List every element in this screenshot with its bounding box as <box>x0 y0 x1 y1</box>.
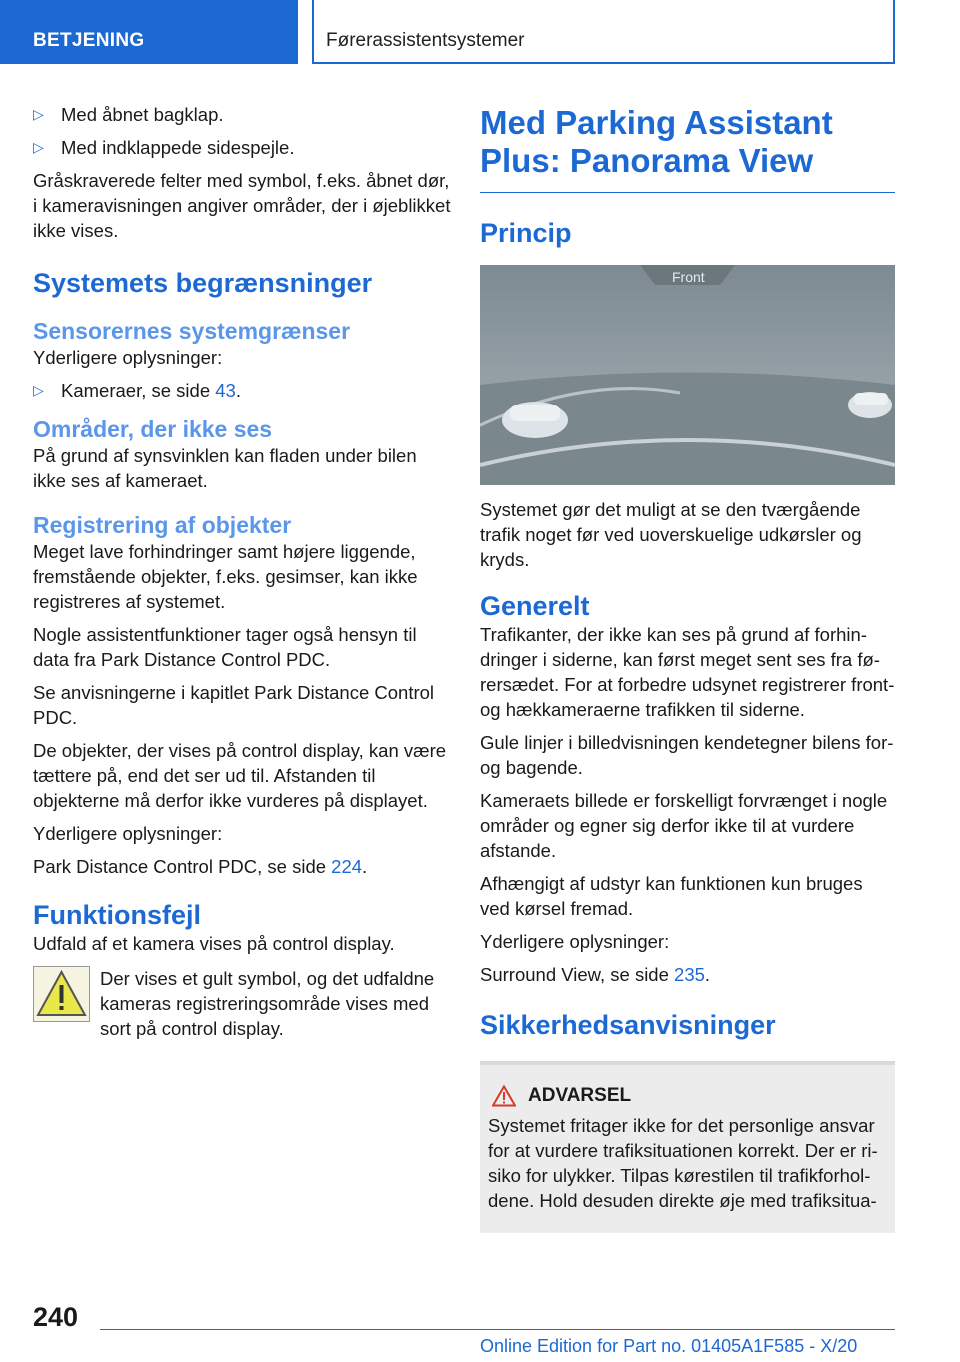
left-column <box>33 100 451 1041</box>
page-number: 240 <box>33 1302 79 1332</box>
triangle-bullet-icon: ▷ <box>33 139 44 155</box>
list-item: ▷ Med åbnet bagklap. <box>33 104 224 125</box>
header-chapter-tab <box>312 0 895 64</box>
paragraph: Afhængigt af udstyr kan funktionen kun bruges ved kørsel fremad. <box>480 873 863 919</box>
paragraph: Surround View, se side 235. <box>480 964 711 985</box>
warning-title: ADVARSEL <box>528 1085 632 1106</box>
header-section-label: BETJENING <box>33 30 145 51</box>
heading-general: Generelt <box>480 591 590 621</box>
car-left-icon <box>502 402 568 438</box>
list-item: ▷ Kameraer, se side 43. <box>33 380 241 401</box>
panorama-view-image <box>480 265 895 485</box>
paragraph: Gule linjer i billedvisningen kendetegner bilens for- og bagende. <box>480 732 894 778</box>
triangle-bullet-icon: ▷ <box>33 106 44 122</box>
header-section-tab <box>0 0 298 64</box>
paragraph: Se anvisningerne i kapitlet Park Distance Control PDC. <box>33 682 435 728</box>
paragraph: Meget lave forhindringer samt højere liggende, fremstående objekter, f.eks. gesimser, kan ikke registreres af systemet. <box>33 541 418 612</box>
paragraph: Trafikanter, der ikke kan ses på grund af forhindringer i siderne, kan først meget sent ses fra førersædet. For at forbedre udsynet registrerer front- og hækkameraerne trafikken til siderne. <box>480 624 895 720</box>
warning-text: Der vises et gult symbol, og det udfaldne kameras registreringsområde vises med sort på control display. <box>100 968 435 1039</box>
paragraph: Nogle assistentfunktioner tager også hensyn til data fra Park Distance Control PDC. <box>33 624 417 670</box>
warning-header <box>488 1085 887 1107</box>
paragraph: På grund af synsvinklen kan fladen under bilen ikke ses af kameraet. <box>33 445 417 491</box>
warning-text: Systemet fritager ikke for det personlige ansvar for at vurdere trafiksituationen korrekt. Der er risiko for ulykker. Tilpas kørestilen til trafikforholdene. Hold desuden direkte øje med trafiksitua- <box>488 1115 878 1211</box>
footer-divider <box>100 1329 895 1330</box>
right-column <box>480 104 895 1233</box>
page-link[interactable]: 224 <box>331 856 363 877</box>
paragraph: Gråskraverede felter med symbol, f.eks. åbnet dør, i kameravisningen angiver områder, der i øjeblikket ikke vises. <box>33 170 451 241</box>
caution-icon <box>492 1085 516 1107</box>
paragraph: Yderligere oplysninger: <box>480 931 670 952</box>
heading-limits: Systemets begrænsninger <box>33 268 373 298</box>
paragraph: Yderligere oplysninger: <box>33 823 223 844</box>
page-link[interactable]: 43 <box>215 380 236 401</box>
paragraph: Systemet gør det muligt at se den tværgående trafik noget før ved uoverskuelige udkørsler og kryds. <box>480 499 862 570</box>
footer-edition: Online Edition for Part no. 01405A1F585 - X/20 <box>480 1336 858 1356</box>
heading-principle: Princip <box>480 218 572 248</box>
heading-sensor-limits: Sensorernes systemgrænser <box>33 318 351 344</box>
header-chapter-label: Førerassistentsystemer <box>326 30 525 51</box>
front-label: Front <box>672 269 705 285</box>
paragraph: Kameraets billede er forskelligt forvrænget i nogle områder og egner sig derfor ikke til at vurdere afstande. <box>480 790 888 861</box>
list-item: ▷ Med indklappede sidespejle. <box>33 137 295 158</box>
warning-note <box>33 966 451 1041</box>
heading-unseen-areas: Områder, der ikke ses <box>33 416 273 442</box>
title-divider <box>480 192 895 193</box>
warning-box <box>480 1061 895 1233</box>
triangle-bullet-icon: ▷ <box>33 382 44 398</box>
page-title: Med Parking Assistant Plus: Panorama View <box>480 104 833 179</box>
warning-triangle-icon <box>33 966 90 1022</box>
car-right-icon <box>848 392 892 418</box>
heading-object-detection: Registrering af objekter <box>33 512 292 538</box>
heading-malfunction: Funktionsfejl <box>33 900 201 930</box>
page-link[interactable]: 235 <box>674 964 705 985</box>
paragraph: Yderligere oplysninger: <box>33 347 223 368</box>
heading-safety: Sikkerhedsanvisninger <box>480 1010 776 1040</box>
paragraph: De objekter, der vises på control display, kan være tættere på, end det ser ud til. Afstanden til objekterne må derfor ikke vurderes på displayet. <box>33 740 447 811</box>
paragraph: Park Distance Control PDC, se side 224. <box>33 856 368 877</box>
paragraph: Udfald af et kamera vises på control display. <box>33 933 395 954</box>
